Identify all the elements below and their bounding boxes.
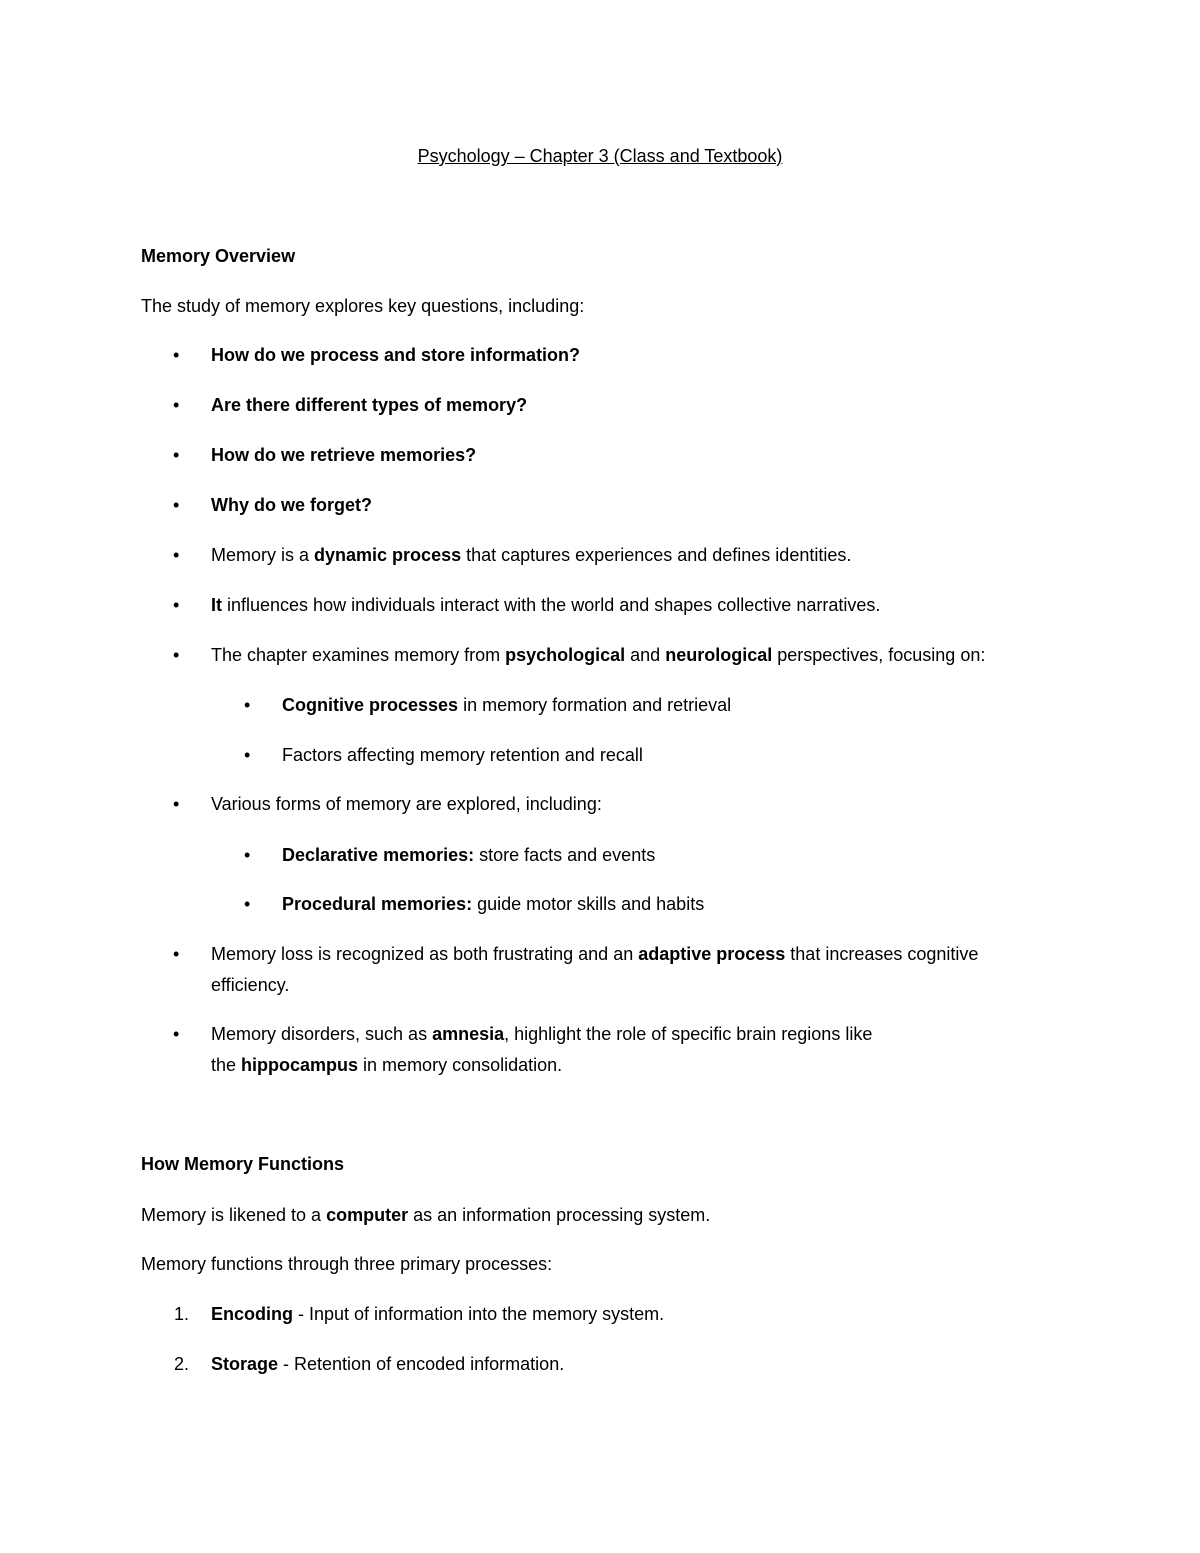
list-item-memory-disorders xyxy=(211,1023,872,1045)
bullet: • xyxy=(173,345,180,365)
text-run: The chapter examines memory from xyxy=(211,645,506,665)
bold-term: psychological xyxy=(505,645,626,665)
bold-term: Cognitive processes xyxy=(282,695,459,715)
text-run: that captures experiences and defines identities. xyxy=(461,545,852,565)
bullet: • xyxy=(173,794,180,814)
numbered-item-encoding xyxy=(211,1303,664,1325)
bullet: • xyxy=(173,645,180,665)
bold-term: Encoding xyxy=(211,1304,293,1324)
text-run: perspectives, focusing on: xyxy=(772,645,986,665)
bullet: • xyxy=(173,445,180,465)
intro-paragraph: The study of memory explores key questions, including: xyxy=(141,296,585,316)
bold-term: dynamic process xyxy=(314,545,462,565)
question-item: How do we process and store information? xyxy=(211,345,581,365)
sub-list-item xyxy=(282,694,731,716)
sub-bullet: • xyxy=(244,695,251,715)
list-number: 1. xyxy=(174,1304,190,1324)
text-run: influences how individuals interact with the world and shapes collective narratives. xyxy=(222,595,881,615)
sub-bullet: • xyxy=(244,745,251,765)
text-run: in memory consolidation. xyxy=(358,1055,563,1075)
bullet: • xyxy=(173,495,180,515)
bold-term: amnesia xyxy=(432,1024,505,1044)
text-run: - Retention of encoded information. xyxy=(278,1354,565,1374)
question-item: Are there different types of memory? xyxy=(211,395,528,415)
text-run: Memory disorders, such as xyxy=(211,1024,433,1044)
text-run: - Input of information into the memory system. xyxy=(293,1304,665,1324)
text-run: Memory is likened to a xyxy=(141,1205,327,1225)
list-item-perspectives xyxy=(211,644,985,666)
bullet: • xyxy=(173,545,180,565)
section-heading-how-memory-functions: How Memory Functions xyxy=(141,1154,345,1174)
bold-term: computer xyxy=(326,1205,409,1225)
text-run: store facts and events xyxy=(474,845,656,865)
text-run: , highlight the role of specific brain regions like xyxy=(504,1024,873,1044)
question-item: How do we retrieve memories? xyxy=(211,445,477,465)
list-item-memory-loss-cont: efficiency. xyxy=(211,975,290,995)
list-item-dynamic-process xyxy=(211,544,851,566)
bold-term: Procedural memories: xyxy=(282,894,473,914)
text-run: and xyxy=(625,645,666,665)
sub-bullet: • xyxy=(244,845,251,865)
text-run: that increases cognitive xyxy=(785,944,979,964)
bold-term: neurological xyxy=(665,645,773,665)
text-run: in memory formation and retrieval xyxy=(458,695,732,715)
sub-bullet: • xyxy=(244,894,251,914)
bold-term: hippocampus xyxy=(241,1055,359,1075)
sub-list-item: Factors affecting memory retention and recall xyxy=(282,745,643,765)
bold-term: Declarative memories: xyxy=(282,845,475,865)
sub-list-item xyxy=(282,844,655,866)
text-run: Memory is a xyxy=(211,545,315,565)
section-heading-memory-overview: Memory Overview xyxy=(141,246,296,266)
bold-term: It xyxy=(211,595,222,615)
question-item: Why do we forget? xyxy=(211,495,372,515)
list-item-memory-loss xyxy=(211,943,978,965)
bullet: • xyxy=(173,944,180,964)
sub-list-item xyxy=(282,893,704,915)
list-item-forms: Various forms of memory are explored, including: xyxy=(211,794,602,814)
list-item-influences xyxy=(211,594,880,616)
numbered-item-storage xyxy=(211,1353,564,1375)
text-run: as an information processing system. xyxy=(408,1205,711,1225)
bullet: • xyxy=(173,1024,180,1044)
text-run: guide motor skills and habits xyxy=(472,894,705,914)
text-run: the xyxy=(211,1055,242,1075)
paragraph-three-processes: Memory functions through three primary processes: xyxy=(141,1254,553,1274)
bullet: • xyxy=(173,395,180,415)
paragraph-computer xyxy=(141,1204,710,1226)
page-title: Psychology – Chapter 3 (Class and Textbook) xyxy=(417,146,783,166)
bullet: • xyxy=(173,595,180,615)
text-run: Memory loss is recognized as both frustrating and an xyxy=(211,944,639,964)
list-item-memory-disorders-cont xyxy=(211,1054,562,1076)
bold-term: adaptive process xyxy=(638,944,786,964)
list-number: 2. xyxy=(174,1354,190,1374)
bold-term: Storage xyxy=(211,1354,279,1374)
